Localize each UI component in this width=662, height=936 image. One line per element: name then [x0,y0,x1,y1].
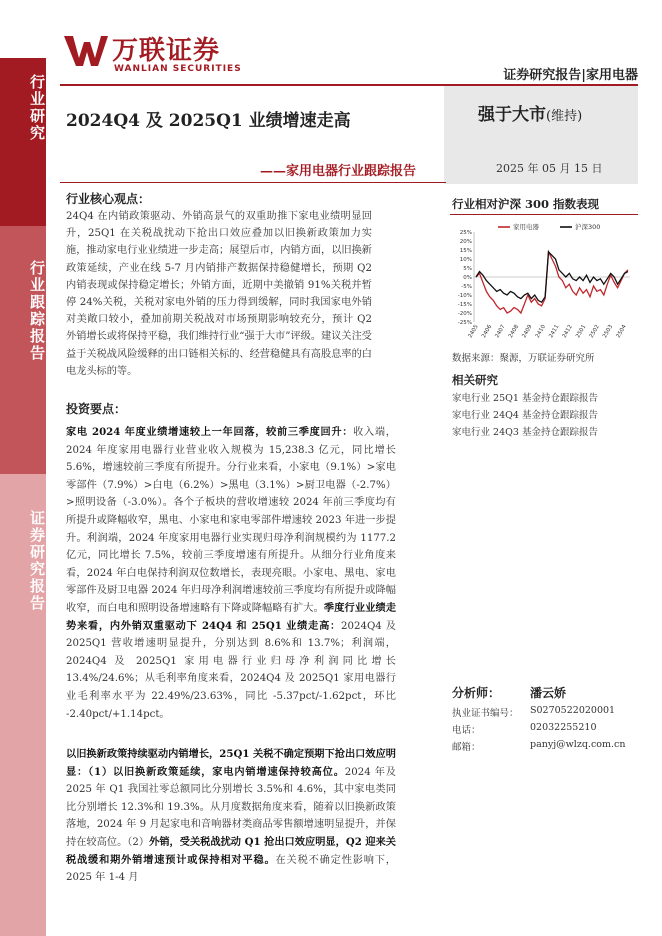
x-tick-label: 2407 [494,324,507,340]
wanlian-logo-icon [64,32,108,68]
point-2-bold2: 外销，受关税战扰动 Q1 抢出口效应明显，Q2 迎来关税战缓和期外销增速预计或保持相对平稳。 [66,835,396,866]
x-tick-label: 2406 [480,324,494,340]
y-tick-label: -15% [457,302,472,308]
related-item[interactable]: 家电行业 24Q3 基金持仓跟踪报告 [452,427,598,438]
y-tick-label: -25% [457,320,472,326]
point-2-body2: 在关税不确定性影响下，2025 年 1-4 月 [66,854,396,884]
analyst-name: 潘云娇 [530,686,567,700]
x-tick-label: 2502 [588,324,601,340]
point-1-bold: 家电 2024 年度业绩增速较上一年回落，较前三季度回升： [66,426,354,438]
title-rule [60,182,446,183]
core-body: 24Q4 在内销政策驱动、外销高景气的双重助推下家电业绩明显回升，25Q1 在关税战扰动下抢出口效应叠加以旧换新政策加力实施，推动家电行业业绩进一步走高；展望后市，内销方面，以旧换新政策延续，产业在线 5-7 月内销排产数据保持稳健增长，预期 Q2 内销表现或保持稳定增长；外销方面，近期中美撤销 91%关税并暂停 24%关税，关税对家电外销的压力得到缓解，同时我国家电外销对美敞口较小，叠加前期关税战对市场预期影响较充分，预计 Q2 外销增长或将保持平稳，我们维持行业“强于大市”评级。建议关注受益于关税战风险缓释的出口链相关标的、经营稳健具有高股息率的白电龙头标的等。 [66,211,372,377]
mail-label: 邮箱： [452,742,481,753]
y-tick-label: 20% [459,239,472,245]
x-tick-label: 2412 [561,324,574,340]
sidebar-label-top: 行业研究 [28,74,46,142]
logo-cn: 万联证券 [112,36,221,66]
x-tick-label: 2405 [467,324,480,340]
x-tick-label: 2504 [615,324,628,340]
point-1-body2: 2024Q4 及 2025Q1 营收增速明显提升，分别达到 8.6%和 13.7%；利润端，2024Q4 及 2025Q1 家用电器行业归母净利润同比增长 13.4%/24.6%；从毛利率角度来看，2024Q4 及 2025Q1 家用电器行业毛利率水平为 22.49%/23.63%，同比 -5.37pct/-1.62pct，环比 -2.40pct/+1.14pct。 [66,620,396,720]
y-tick-label: -10% [457,293,472,299]
x-tick-label: 2501 [575,324,588,340]
legend-label: 家用电器 [513,223,539,231]
sidebar-label-bottom: 证券研究报告 [28,510,46,612]
cert-number: S0270522020001 [530,705,616,716]
y-tick-label: 0% [463,275,472,281]
report-title: 2024Q4 及 2025Q1 业绩增速走高 [66,111,351,131]
point-1 [66,424,396,723]
chart-source: 数据来源：聚源，万联证券研究所 [452,353,595,364]
point-1-bold2: 季度行业业绩走势来看，内外销双重驱动下 24Q4 和 25Q1 业绩走高： [66,601,397,632]
rating [478,100,582,125]
index-chart [450,218,638,346]
point-2 [66,746,396,887]
y-tick-label: -20% [457,311,472,317]
report-subtitle: ——家用电器行业跟踪报告 [260,164,417,179]
tel-number: 02032255210 [530,722,597,733]
header-category: 证券研究报告|家用电器 [503,68,638,83]
y-tick-label: 25% [459,230,472,236]
logo-en: WANLIAN SECURITIES [114,64,242,74]
sidebar-label-middle: 行业跟踪报告 [28,260,46,362]
rating-note: (维持) [546,109,583,124]
points-heading: 投资要点： [66,402,127,416]
chart-title-rule [450,214,638,215]
related-heading: 相关研究 [452,373,498,387]
sidebar-band-bottom [0,474,46,936]
report-date: 2025 年 05 月 15 日 [496,162,603,175]
x-tick-label: 2408 [507,324,521,340]
y-tick-label: 15% [459,248,472,254]
point-1-body: 收入端，2024 年度家用电器行业营业收入规模为 15,238.3 亿元，同比增长 5.6%，增速较前三季度有所提升。分行业来看，小家电（9.1%）>家电零部件（7.9%）>白电（6.2%）>黑电（3.1%）>厨卫电器（-2.7%）>照明设备（-3.0%）。各个子板块的营收增速较 2024 年前三季度均有所提升或降幅收窄，黑电、小家电和家电零部件增速较 2023 年进一步提升。利润端，2024 年度家用电器行业实现归母净利润规模约为 1177.2 亿元，同比增长 7.5%，较前三季度增速有所提升。从细分行业角度来看，2024 年白电保持利润双位数增长，表现亮眼。小家电、黑电、家电零部件及厨卫电器 2024 年归母净利润增速较前三季度均有所提升或降幅收窄，而白电和照明设备增速略有下降或降幅略有扩大。 [66,427,396,614]
x-tick-label: 2410 [534,324,548,340]
mail-address[interactable]: panyj@wlzq.com.cn [530,739,626,750]
cert-label: 执业证书编号： [452,708,519,719]
related-item[interactable]: 家电行业 25Q1 基金持仓跟踪报告 [452,393,598,404]
legend-label: 沪深300 [575,223,601,231]
chart-title: 行业相对沪深 300 指数表现 [452,197,600,211]
analyst-label: 分析师： [452,686,501,700]
y-tick-label: -5% [461,284,472,290]
x-tick-label: 2409 [521,324,534,340]
core-heading: 行业核心观点： [66,192,151,206]
y-tick-label: 5% [463,266,472,272]
related-item[interactable]: 家电行业 24Q4 基金持仓跟踪报告 [452,410,598,421]
point-2-body: 2024 年及 2025 年 Q1 我国社零总额同比分别增长 3.5%和 4.6%，其中家电类同比分别增长 12.3%和 19.3%。从月度数据角度来看，随着以旧换新政策落地，2024 年 9 月起家电和音响器材类商品零售额增速明显提升，并保持在较高位。（2） [66,766,396,848]
sidebar-band-top [0,58,46,226]
rating-main: 强于大市 [478,105,546,125]
y-tick-label: 10% [459,257,472,263]
x-tick-label: 2503 [602,324,615,340]
sidebar-band-middle [0,226,46,474]
tel-label: 电话： [452,725,481,736]
x-tick-label: 2411 [548,324,561,340]
point-2-bold: 以旧换新政策持续驱动内销增长，25Q1 关税不确定预期下抢出口效应明显：（1）以旧换新政策延续，家电内销增速保持较高位。 [66,748,396,778]
